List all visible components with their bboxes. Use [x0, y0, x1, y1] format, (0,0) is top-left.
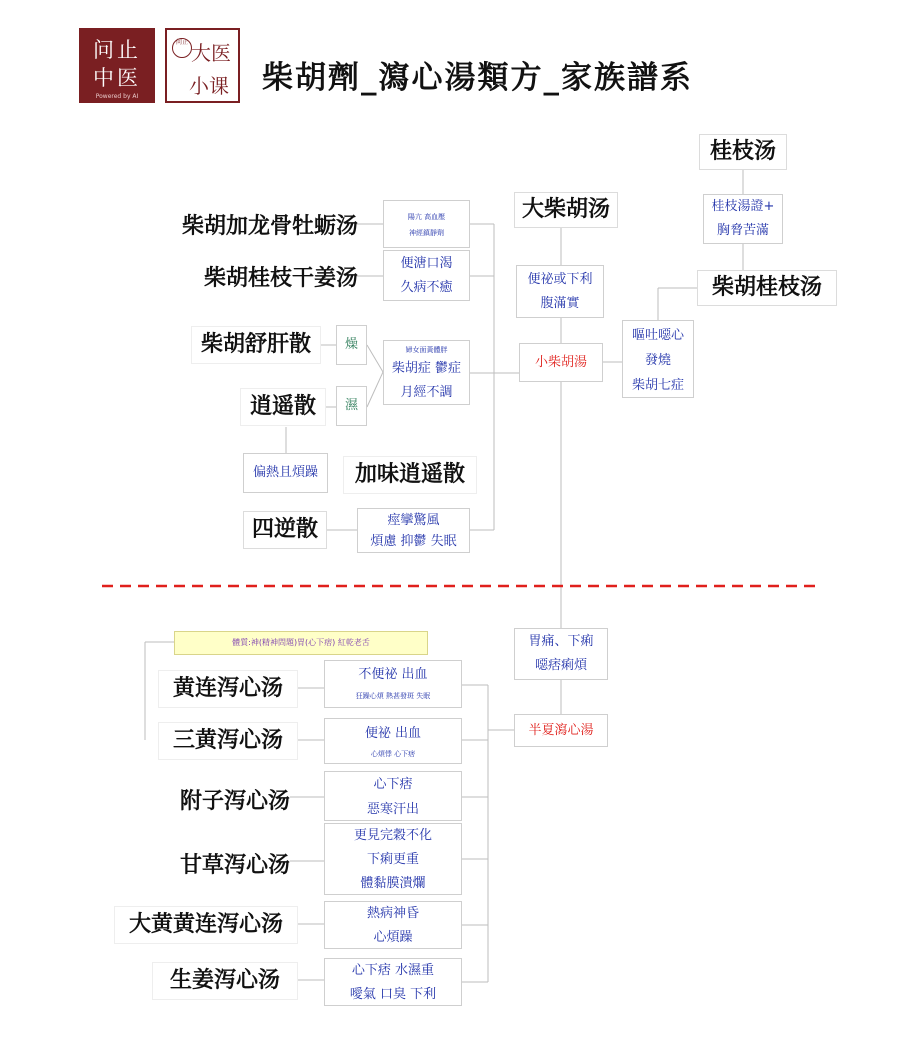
note-line: 熱病神昏	[366, 906, 419, 921]
huanglian-xiexin-tang: 黄连泻心汤	[158, 670, 298, 708]
fuzi-note	[324, 771, 462, 821]
note-line: 柴胡七症	[631, 378, 684, 393]
longgu-note	[383, 200, 470, 248]
note-line: 體黏膜潰爛	[360, 876, 426, 891]
badge-circle: 问止	[172, 38, 192, 58]
banxia-xiexin-tang-node: 半夏瀉心湯	[514, 714, 608, 747]
note-line: 便溏口渴	[400, 256, 453, 271]
logo-text-bottom: 中医	[93, 66, 141, 90]
dryness-badge: 燥	[336, 325, 367, 365]
heat-irritability-note: 偏熱且煩躁	[243, 453, 328, 493]
dampness-badge: 濕	[336, 386, 367, 426]
chaihu-guizhi-note	[622, 320, 694, 398]
note-line: 下痢更重	[366, 852, 419, 867]
ganjiang-note	[383, 250, 470, 301]
note-line: 腹滿實	[540, 296, 580, 311]
note-line: 心煩躁	[373, 930, 413, 945]
note-line: 胸脅苦滿	[716, 223, 769, 238]
shengjiang-xiexin-tang: 生姜泻心汤	[152, 962, 298, 1000]
note-line: 惡寒汗出	[366, 802, 419, 817]
page-title: 柴胡劑_瀉心湯類方_家族譜系	[262, 60, 693, 96]
shengjiang-note	[324, 958, 462, 1006]
note-line: 柴胡症 鬱症	[391, 361, 462, 376]
guizhi-note	[703, 194, 783, 244]
note-line: 噯氣 口臭 下利	[349, 987, 437, 1002]
note-line: 便祕或下利	[527, 272, 593, 287]
note-line: 狂躁心煩 熱甚發斑 失眠	[355, 692, 431, 700]
powered-by-text: Powered by AI	[95, 93, 139, 100]
chaihu-shugan-san: 柴胡舒肝散	[191, 326, 321, 364]
note-line: 胃痛、下痢	[528, 634, 594, 649]
xiaoyao-san: 逍遥散	[240, 388, 326, 426]
note-line: 不便祕 出血	[358, 667, 428, 682]
badge-text-top: 大医	[191, 41, 231, 65]
huanglian-note	[324, 660, 462, 708]
constitution-banner: 體質:神(精神問題)胃(心下痞) 紅乾老舌	[174, 631, 428, 655]
note-line: 痙攣驚風	[387, 513, 440, 528]
banxia-note	[514, 628, 608, 680]
women-note	[383, 340, 470, 405]
note-line: 婦女面黃體胖	[405, 346, 448, 354]
note-line: 神經鎮靜劑	[409, 229, 444, 237]
note-line: 心下痞 水濕重	[351, 963, 435, 978]
sanhuang-note	[324, 718, 462, 764]
note-line: 便祕 出血	[364, 726, 422, 741]
dahuang-note	[324, 901, 462, 949]
gancao-note	[324, 823, 462, 895]
gancao-xiexin-tang: 甘草泻心汤	[179, 853, 290, 878]
note-line: 久病不癒	[400, 280, 453, 295]
note-line: 月經不調	[400, 385, 453, 400]
jiawei-xiaoyao-san: 加味逍遥散	[343, 456, 477, 494]
badge-text-bottom: 小课	[189, 74, 229, 98]
note-line: 心下痞	[373, 777, 413, 792]
sanhuang-xiexin-tang: 三黄泻心汤	[158, 722, 298, 760]
xiao-chaihu-tang-node: 小柴胡湯	[519, 343, 603, 382]
note-line: 煩慮 抑鬱 失眠	[370, 534, 457, 549]
da-chaihu-tang-node: 大柴胡汤	[514, 192, 618, 228]
note-line: 嘔吐噁心	[631, 328, 684, 343]
note-line: 更見完穀不化	[353, 828, 432, 843]
chaihu-longgu-muli-tang: 柴胡加龙骨牡蛎汤	[181, 214, 358, 239]
guizhi-tang-node: 桂枝汤	[699, 134, 787, 170]
note-line: 噁痞痢煩	[534, 658, 587, 673]
logo-text-top: 问止	[93, 38, 141, 62]
chaihu-guizhi-tang-node: 柴胡桂枝汤	[697, 270, 837, 306]
fuzi-xiexin-tang: 附子泻心汤	[179, 789, 290, 814]
note-line: 發燒	[644, 353, 671, 368]
wenzhi-logo	[79, 28, 155, 103]
note-line: 桂枝湯證+	[711, 199, 775, 214]
sini-note	[357, 508, 470, 553]
dahuang-huanglian-xiexin-tang: 大黄黄连泻心汤	[114, 906, 298, 944]
dayi-xiaoke-logo	[165, 28, 240, 103]
sini-san: 四逆散	[243, 511, 327, 549]
da-chaihu-note	[516, 265, 604, 318]
note-line: 心煩悸 心下痞	[370, 750, 416, 758]
chaihu-guizhi-ganjiang-tang: 柴胡桂枝干姜汤	[203, 266, 358, 291]
note-line: 陽亢 高血壓	[407, 213, 446, 221]
